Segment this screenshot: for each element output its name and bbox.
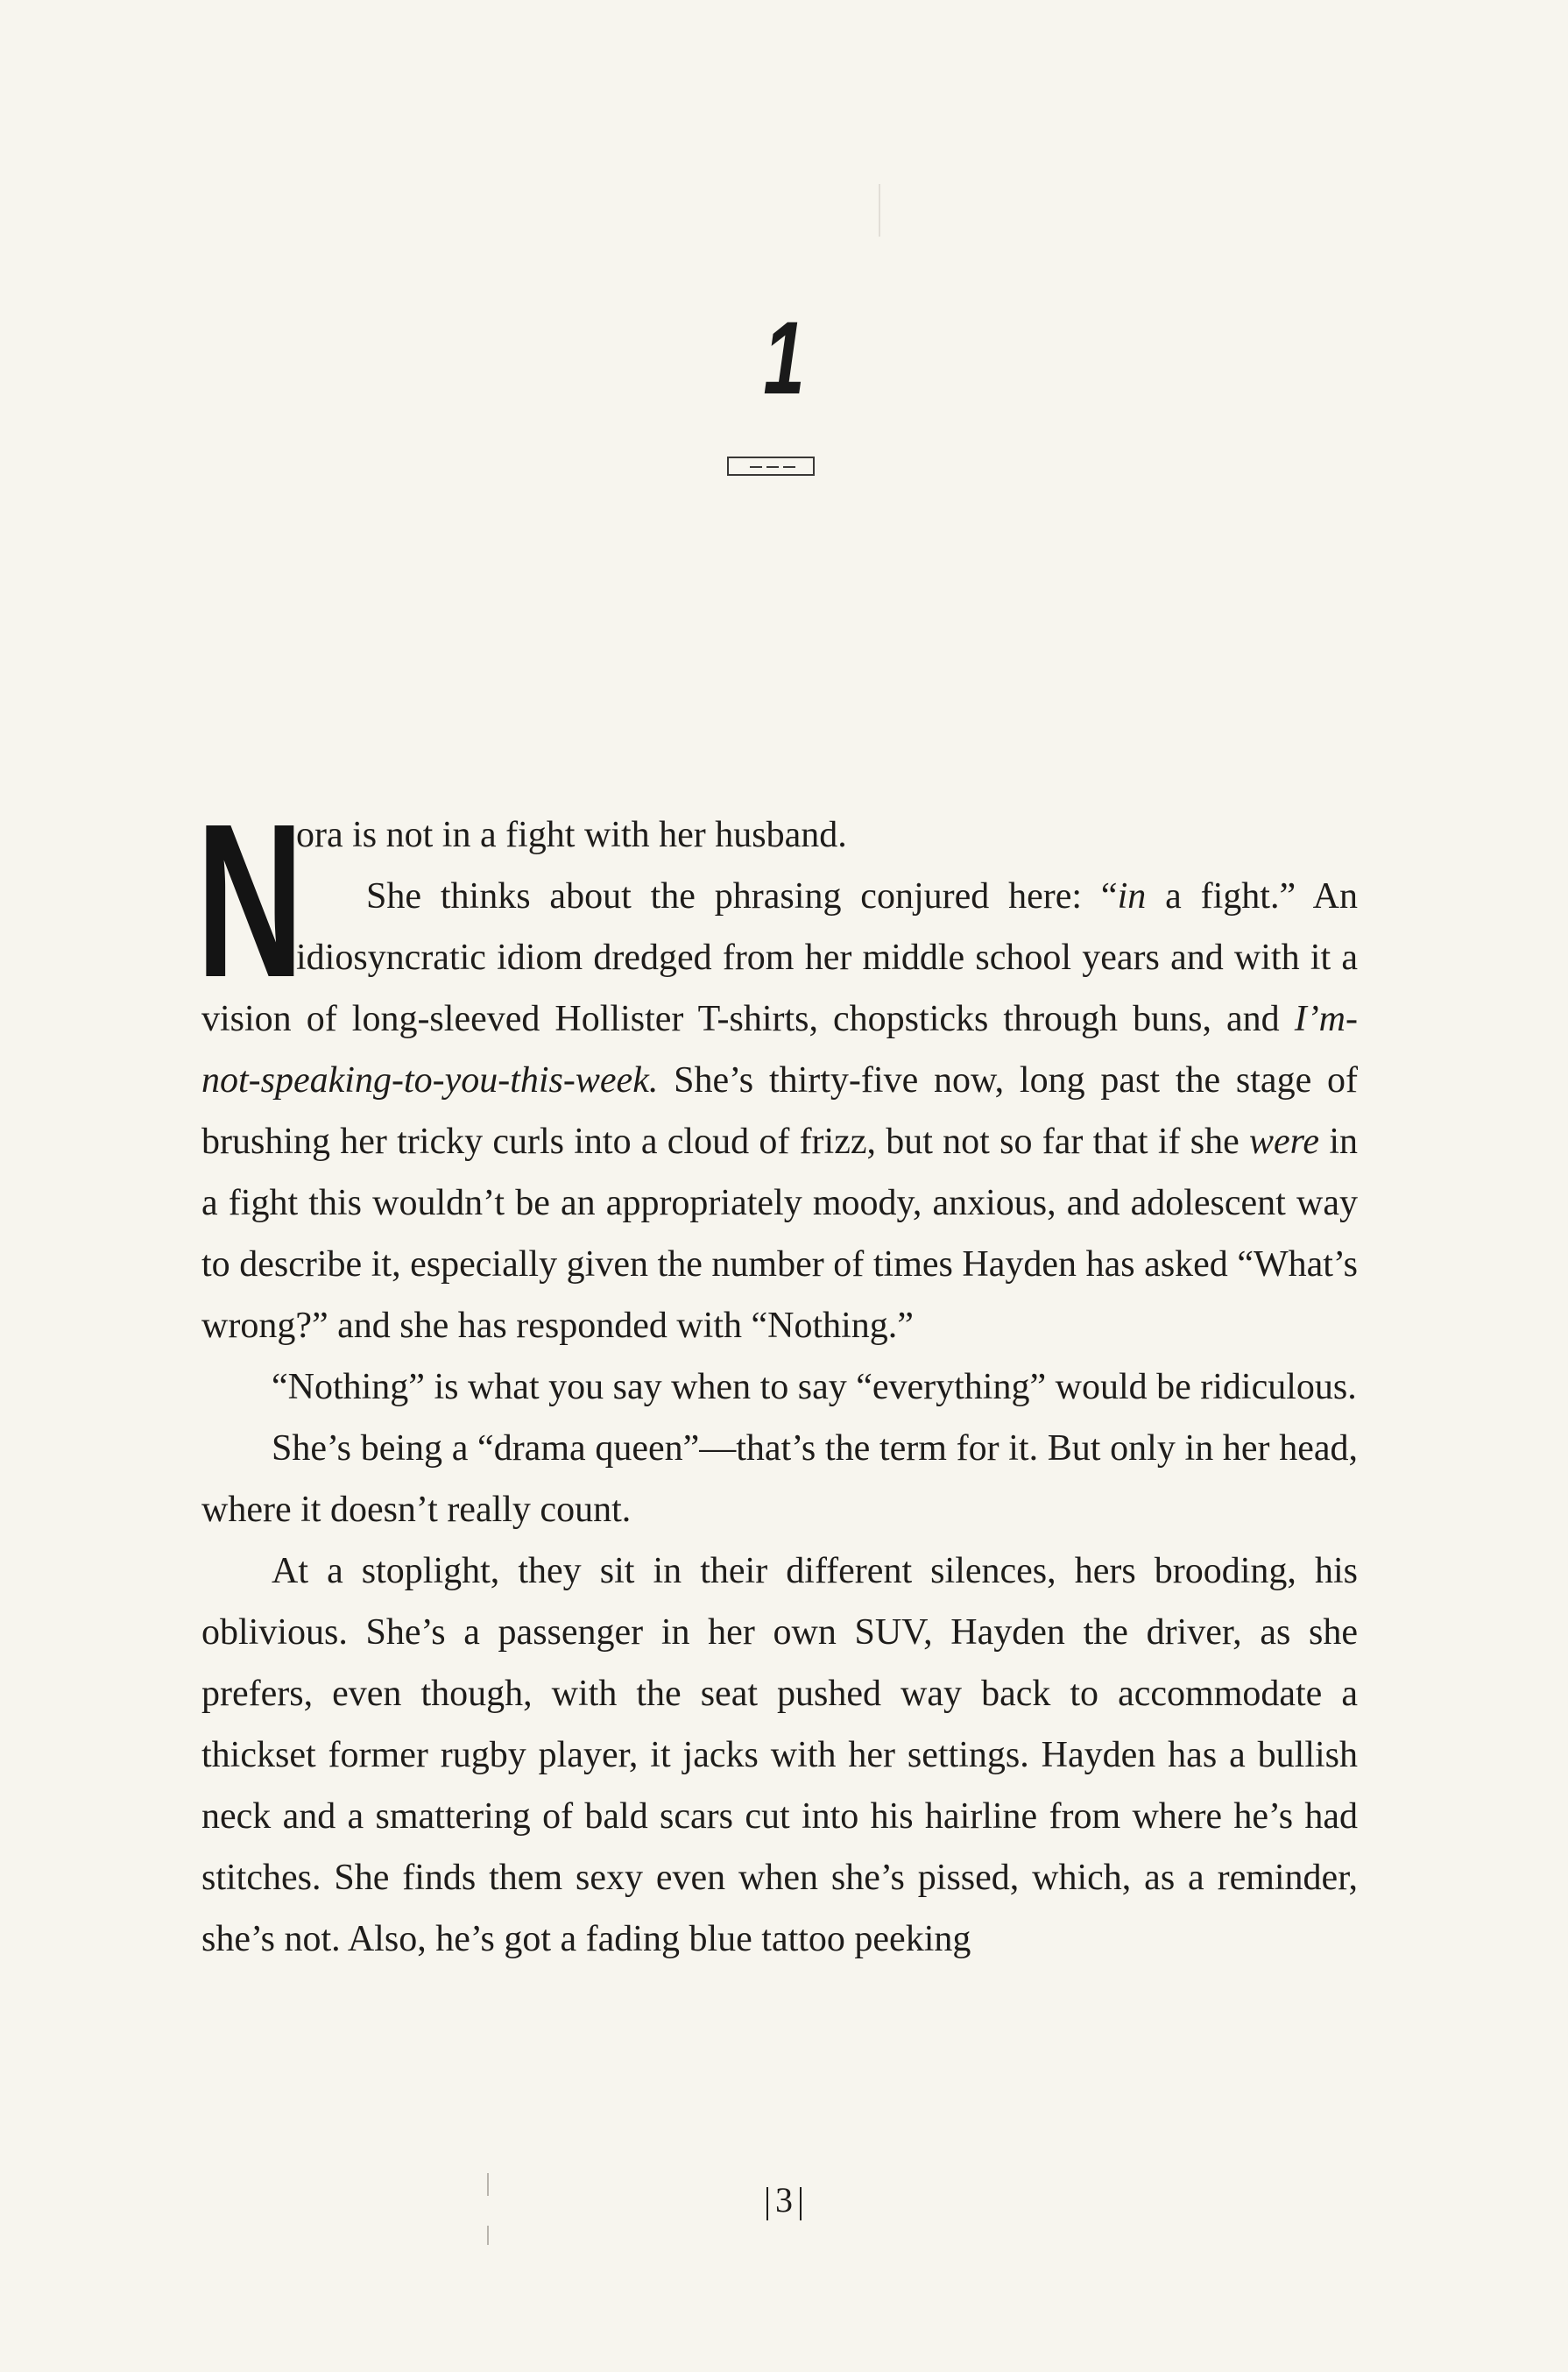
text-run: ora is not in a fight with her husband. (296, 815, 847, 855)
paragraph (201, 866, 1358, 1356)
chapter-ornament (727, 457, 815, 476)
body-text (196, 778, 1359, 1970)
page-number (0, 2179, 1568, 2220)
italic-run: were (1248, 1122, 1320, 1162)
scan-mark (487, 2173, 489, 2196)
text-run: She’s being a “drama queen”—that’s the term for it. But only in her head, where it doesn’t really count. (201, 1428, 1358, 1530)
text-run: in a fight this wouldn’t be an appropriately moody, anxious, and adolescent way to describe it, especially given the number of times Hayden has asked “What’s wrong?” and she has responded with “Nothing.” (201, 1122, 1359, 1346)
text-run: She’s thirty-five now, long past the stage of brushing her tricky curls into a cloud of frizz, but not so far that if she (201, 1060, 1358, 1162)
text-run: She thinks about the phrasing conjured here: “ (366, 876, 1118, 917)
page-number-value: 3 (775, 2180, 793, 2220)
paragraph (201, 1540, 1358, 1970)
text-run: “Nothing” is what you say when to say “everything” would be ridiculous. (272, 1367, 1357, 1407)
drop-cap: N (196, 778, 304, 1023)
scan-mark (487, 2226, 489, 2245)
italic-run: I’m-not-speaking-to-you-this-week. (201, 999, 1358, 1101)
text-run: At a stoplight, they sit in their different silences, hers brooding, his oblivious. She’s a passenger in her own SUV, Hayden the driver, as she prefers, even though, with the seat pushed way back to accommodate a thickset former rugby player, it jacks with her settings. Hayden has a bullish neck and a smattering of bald scars cut into his hairline from where he’s had stitches. She finds them sexy even when she’s pissed, which, as a reminder, she’s not. Also, he’s got a fading blue tattoo peeking (201, 1551, 1358, 1959)
paragraph (201, 1356, 1358, 1418)
scan-mark (879, 184, 880, 237)
italic-run: in (1117, 876, 1147, 917)
chapter-number: 1 (763, 301, 805, 416)
paragraph (201, 804, 1358, 866)
paragraph (201, 1418, 1358, 1540)
text-run: a fight.” An idiosyncratic idiom dredged from her middle school years and with it a vision of long-sleeved Hollister T-shirts, chopsticks through buns, and (201, 876, 1358, 1039)
